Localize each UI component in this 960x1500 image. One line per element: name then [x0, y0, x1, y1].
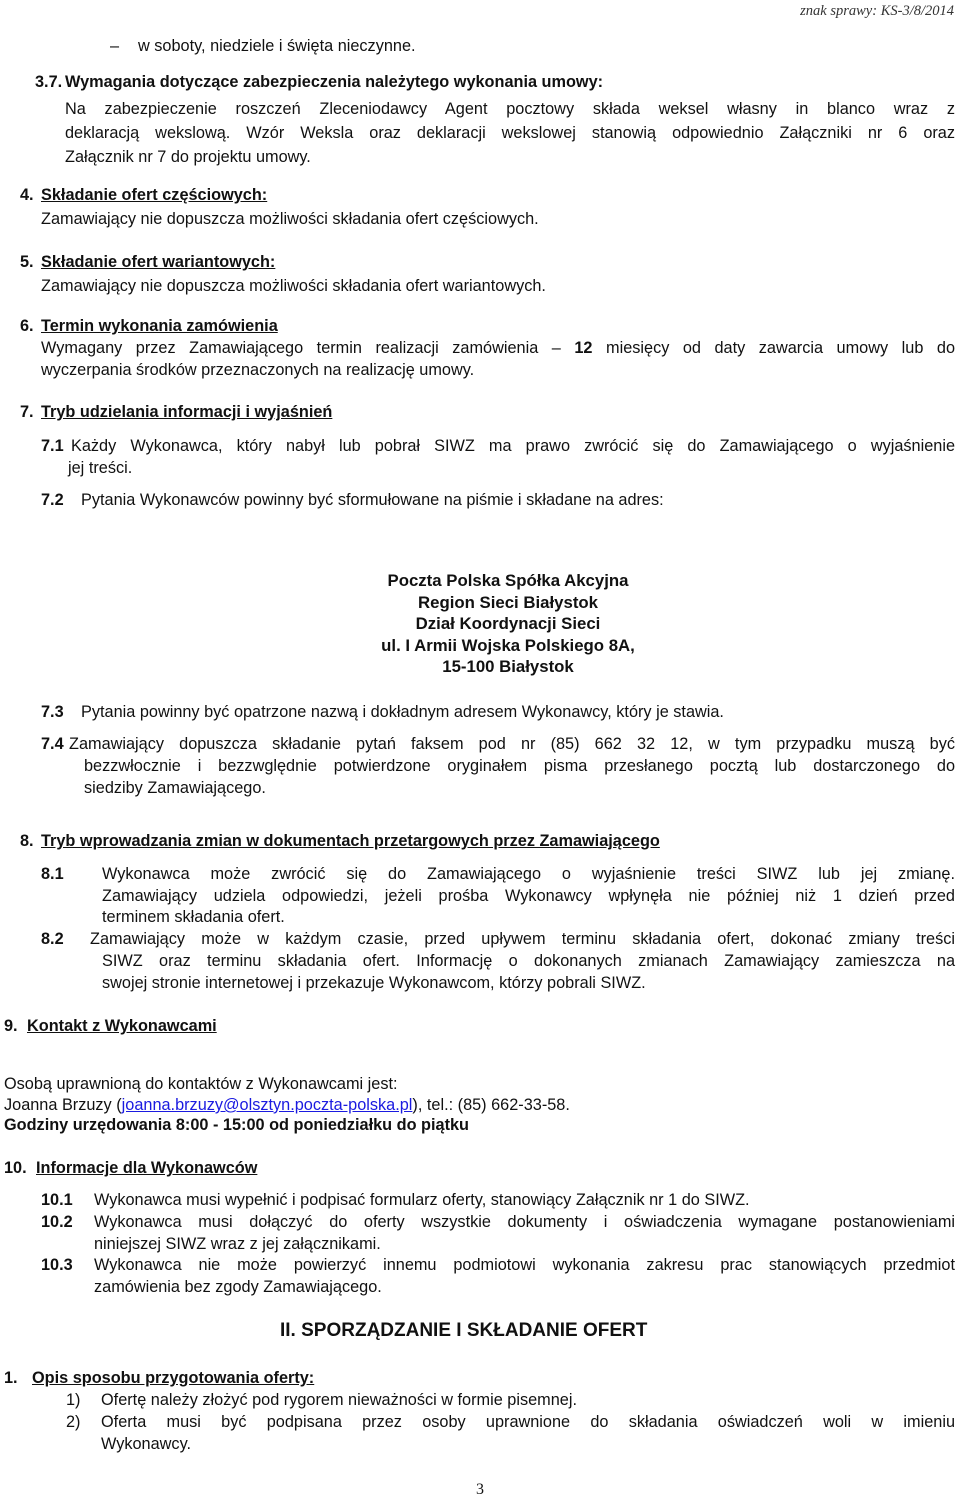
paragraph-line: swojej stronie internetowej i przekazuje Wykonawcom, którzy pobrali SIWZ. [102, 974, 646, 992]
paragraph-line: Wykonawca nie może powierzyć innemu podmiotowi wykonania zakresu prac stanowiących przedmiot [94, 1256, 955, 1274]
section-number: 1. [4, 1369, 18, 1387]
list-item-text: Oferta musi być podpisana przez osoby uprawnione do składania oświadczeń woli w imieniu [101, 1413, 955, 1431]
text-run: Joanna Brzuzy ( [4, 1096, 122, 1114]
paragraph-line: Pytania Wykonawców powinny być sformułowane na piśmie i składane na adres: [81, 491, 664, 509]
paragraph-line: Wykonawca musi wypełnić i podpisać formularz oferty, stanowiący Załącznik nr 1 do SIWZ. [94, 1191, 750, 1209]
paragraph-line: SIWZ oraz terminu składania ofert. Informację o dokonanych zmianach Zamawiający zamieszcza na [102, 952, 955, 970]
paragraph-line: Załącznik nr 7 do projektu umowy. [65, 148, 311, 166]
section-title: Składanie ofert częściowych: [41, 186, 268, 204]
list-item-number: 1) [66, 1391, 81, 1409]
paragraph-line: Wykonawca musi dołączyć do oferty wszystkie dokumenty i oświadczenia wymagane postanowieniami [94, 1213, 955, 1231]
subsection-number: 10.3 [41, 1256, 73, 1274]
paragraph-line: Każdy Wykonawca, który nabył lub pobrał SIWZ ma prawo zwrócić się do Zamawiającego o wyjaśnienie [71, 437, 955, 455]
text-run: ), tel.: (85) 662-33-58. [412, 1096, 570, 1114]
section-title: Opis sposobu przygotowania oferty: [32, 1369, 315, 1387]
page-number: 3 [476, 1481, 484, 1498]
paragraph-line: Osobą uprawnioną do kontaktów z Wykonawcami jest: [4, 1075, 398, 1093]
paragraph-line: Na zabezpieczenie roszczeń Zleceniodawcy Agent pocztowy składa weksel własny in blanco wraz z [65, 100, 955, 118]
subsection-number: 7.3 [41, 703, 64, 721]
section-title: Tryb wprowadzania zmian w dokumentach przetargowych przez Zamawiającego [41, 832, 660, 850]
subsection-number: 10.1 [41, 1191, 73, 1209]
section-title: Informacje dla Wykonawców [36, 1159, 258, 1177]
chapter-title: II. SPORZĄDZANIE I SKŁADANIE OFERT [280, 1320, 648, 1341]
section-number: 10. [4, 1159, 27, 1177]
months-count: 12 [574, 339, 593, 357]
subsection-number: 10.2 [41, 1213, 73, 1231]
paragraph-line: terminem składania ofert. [102, 908, 285, 926]
section-number: 3.7. [35, 73, 63, 91]
section-number: 7. [20, 403, 34, 421]
list-item-text: Ofertę należy złożyć pod rygorem nieważności w formie pisemnej. [101, 1391, 577, 1409]
paragraph-line: wyczerpania środków przeznaczonych na realizację umowy. [41, 361, 475, 379]
section-title: Tryb udzielania informacji i wyjaśnień [41, 403, 333, 421]
text-run: Wymagany przez Zamawiającego termin realizacji zamówienia – [41, 339, 575, 357]
section-title: Termin wykonania zamówienia [41, 317, 278, 335]
dash-bullet: – [110, 37, 120, 55]
bullet-text: w soboty, niedziele i święta nieczynne. [138, 37, 416, 55]
subsection-number: 7.2 [41, 491, 64, 509]
paragraph-line: bezzwłocznie i bezzwględnie potwierdzone oryginałem pisma przesłanego pocztą lub dostarczonego do [84, 757, 955, 775]
paragraph-line: siedziby Zamawiającego. [84, 779, 266, 797]
office-hours: Godziny urzędowania 8:00 - 15:00 od poniedziałku do piątku [4, 1116, 469, 1134]
paragraph-line: niniejszej SIWZ wraz z jej załącznikami. [94, 1235, 381, 1253]
text-run: miesięcy od daty zawarcia umowy lub do [592, 339, 956, 357]
section-title: Składanie ofert wariantowych: [41, 253, 276, 271]
case-reference: znak sprawy: KS-3/8/2014 [800, 3, 954, 19]
address-line: Dział Koordynacji Sieci [415, 614, 601, 633]
section-title: Wymagania dotyczące zabezpieczenia należytego wykonania umowy: [65, 73, 604, 91]
paragraph-line: deklaracją wekslową. Wzór Weksla oraz deklaracji wekslowej stanowią odpowiednio Załączniki nr 6 oraz [65, 124, 955, 142]
paragraph-line: Zamawiający nie dopuszcza możliwości składania ofert częściowych. [41, 210, 539, 228]
list-item-text: Wykonawcy. [101, 1435, 192, 1453]
section-number: 5. [20, 253, 34, 271]
paragraph-line: Zamawiający nie dopuszcza możliwości składania ofert wariantowych. [41, 277, 546, 295]
paragraph-line: Zamawiający udziela odpowiedzi, jeżeli prośba Wykonawcy wpłynęła nie później niż 1 dzień przed [102, 887, 955, 905]
subsection-number: 8.1 [41, 865, 64, 883]
subsection-number: 7.4 [41, 735, 64, 753]
list-item-number: 2) [66, 1413, 81, 1431]
address-line: Region Sieci Białystok [418, 593, 598, 612]
paragraph-line: Wykonawca może zwrócić się do Zamawiającego o wyjaśnienie treści SIWZ lub jej zmianę. [102, 865, 955, 883]
paragraph-line: Zamawiający dopuszcza składanie pytań faksem pod nr (85) 662 32 12, w tym przypadku muszą być [69, 735, 955, 753]
paragraph-line: Zamawiający może w każdym czasie, przed upływem terminu składania ofert, dokonać zmiany treści [90, 930, 955, 948]
paragraph-line: Pytania powinny być opatrzone nazwą i dokładnym adresem Wykonawcy, który je stawia. [81, 703, 724, 721]
paragraph-line: zamówienia bez zgody Zamawiającego. [94, 1278, 382, 1296]
address-line: ul. I Armii Wojska Polskiego 8A, [381, 636, 635, 655]
section-number: 9. [4, 1017, 18, 1035]
section-number: 6. [20, 317, 34, 335]
subsection-number: 8.2 [41, 930, 64, 948]
paragraph-line [41, 338, 955, 358]
section-number: 8. [20, 832, 34, 850]
contact-line [4, 1095, 570, 1115]
section-number: 4. [20, 186, 34, 204]
address-line: Poczta Polska Spółka Akcyjna [387, 571, 629, 590]
email-link[interactable]: joanna.brzuzy@olsztyn.poczta-polska.pl [121, 1096, 413, 1114]
paragraph-line: jej treści. [68, 459, 133, 477]
subsection-number: 7.1 [41, 437, 64, 455]
address-line: 15-100 Białystok [442, 657, 574, 676]
section-title: Kontakt z Wykonawcami [27, 1017, 217, 1035]
